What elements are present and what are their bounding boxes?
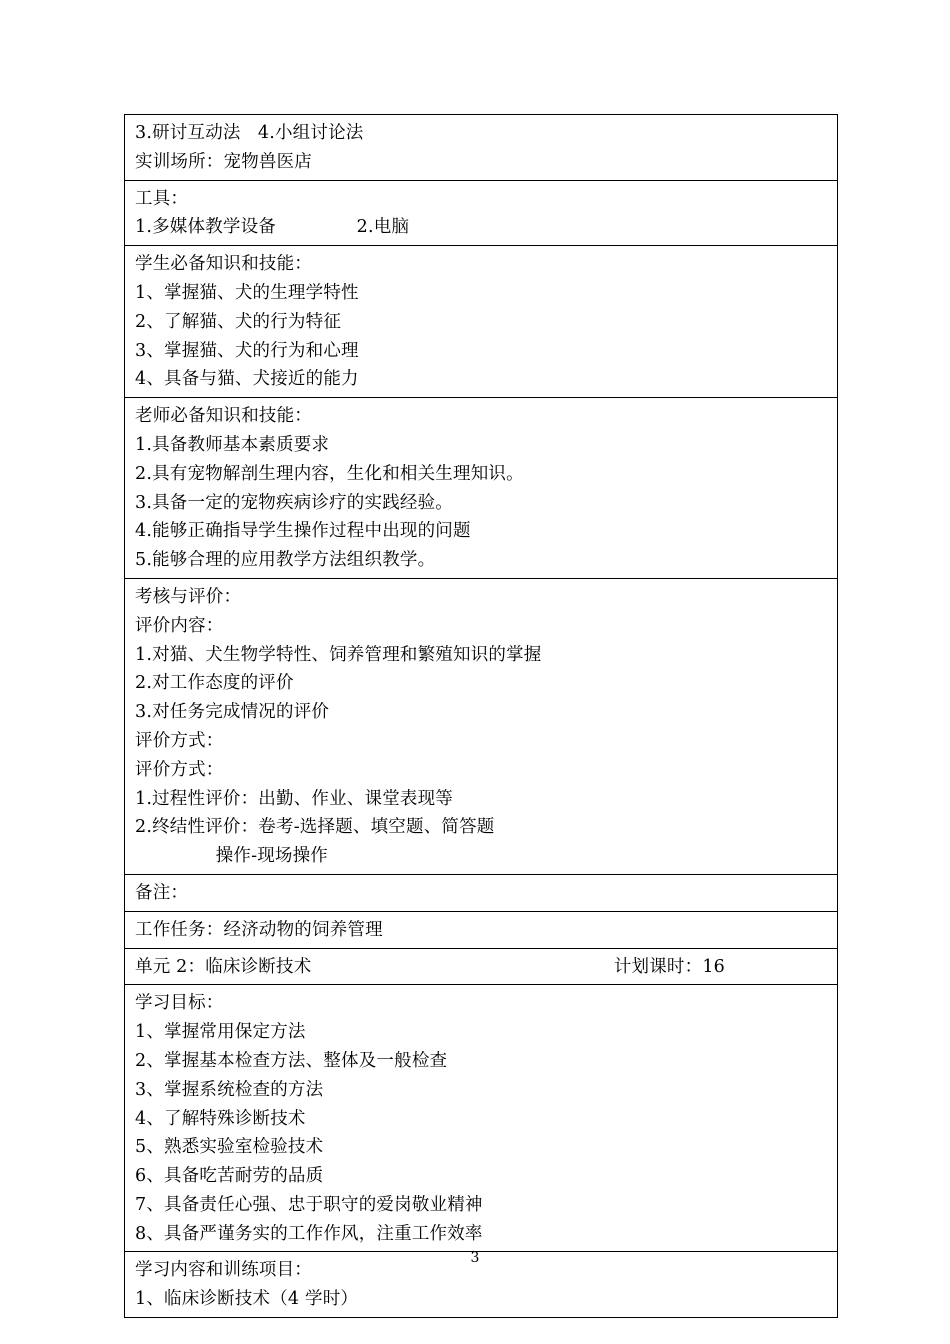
text-line: 评价方式：	[135, 759, 224, 780]
text-line: 1、掌握常用保定方法	[135, 1022, 306, 1043]
text-line: 实训场所：宠物兽医店	[135, 151, 312, 172]
text-line: 3.研讨互动法 4.小组讨论法	[135, 123, 364, 143]
text-line: 3、掌握系统检查的方法	[135, 1079, 324, 1100]
remarks-section	[125, 874, 837, 911]
text-line: 1、掌握猫、犬的生理学特性	[135, 282, 359, 303]
text-line: 5.能够合理的应用教学方法组织教学。	[135, 550, 436, 571]
text-line: 3.具备一定的宠物疾病诊疗的实践经验。	[135, 492, 453, 513]
text-line: 4、具备与猫、犬接近的能力	[135, 369, 359, 390]
course-table	[124, 114, 838, 1318]
text-line: 评价内容：	[135, 615, 224, 636]
text-line: 2.终结性评价：卷考-选择题、填空题、简答题	[135, 817, 495, 838]
work-task-section	[125, 911, 837, 948]
text-line: 备注：	[135, 882, 189, 903]
text-line: 学生必备知识和技能：	[135, 254, 312, 275]
text-line: 2.对工作态度的评价	[135, 673, 294, 694]
text-line: 4、了解特殊诊断技术	[135, 1108, 306, 1129]
text-line: 4.能够正确指导学生操作过程中出现的问题	[135, 521, 471, 542]
text-line: 1.对猫、犬生物学特性、饲养管理和繁殖知识的掌握	[135, 644, 542, 665]
text-line: 5、熟悉实验室检验技术	[135, 1137, 324, 1158]
text-line: 学习目标：	[135, 993, 224, 1014]
text-line: 1.具备教师基本素质要求	[135, 434, 330, 455]
text-line: 3、掌握猫、犬的行为和心理	[135, 340, 359, 361]
text-line: 8、具备严谨务实的工作作风，注重工作效率	[135, 1223, 483, 1244]
text-line: 1.多媒体教学设备 2.电脑	[135, 217, 410, 238]
text-line: 3.对任务完成情况的评价	[135, 702, 330, 723]
text-line: 6、具备吃苦耐劳的品质	[135, 1166, 324, 1187]
text-line: 7、具备责任心强、忠于职守的爱岗敬业精神	[135, 1194, 483, 1215]
text-line: 2.具有宠物解剖生理内容，生化和相关生理知识。	[135, 463, 524, 484]
text-line: 老师必备知识和技能：	[135, 406, 312, 427]
unit-header	[125, 948, 837, 985]
text-line: 评价方式：	[135, 730, 224, 751]
text-line: 2、掌握基本检查方法、整体及一般检查	[135, 1050, 448, 1071]
unit-header-row	[135, 953, 829, 982]
methods-section	[125, 115, 837, 180]
text-line: 学习内容和训练项目：	[135, 1260, 312, 1281]
learning-goals-section	[125, 984, 837, 1251]
teacher-skills-section	[125, 397, 837, 578]
planned-hours: 计划课时：16	[613, 956, 725, 977]
page-number: 3	[470, 1250, 480, 1266]
student-skills-section	[125, 245, 837, 397]
tools-section	[125, 180, 837, 246]
unit-title: 单元 2：临床诊断技术	[135, 956, 312, 977]
text-line: 1.过程性评价：出勤、作业、课堂表现等	[135, 788, 453, 809]
text-line: 考核与评价：	[135, 586, 242, 607]
text-line: 工作任务：经济动物的饲养管理	[135, 919, 383, 940]
text-line: 2、了解猫、犬的行为特征	[135, 311, 342, 332]
assessment-section	[125, 578, 837, 874]
text-line: 1、临床诊断技术（4 学时）	[135, 1289, 359, 1310]
text-line: 操作-现场操作	[135, 846, 328, 867]
text-line: 工具：	[135, 188, 189, 209]
